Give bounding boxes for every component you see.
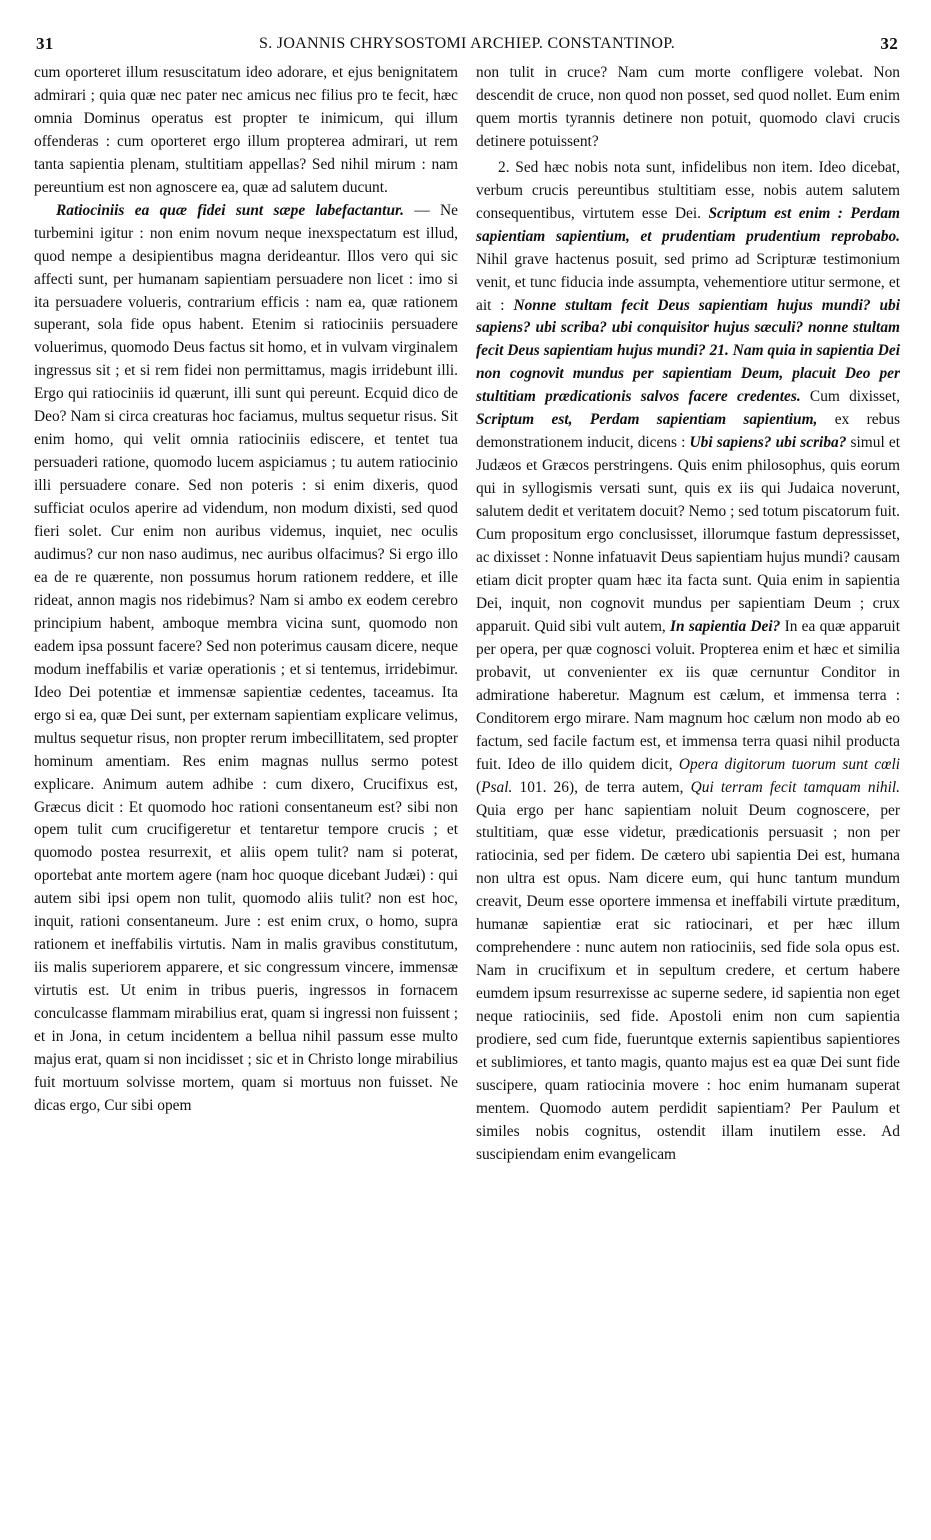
- left-paragraph-2-text: — Ne turbemini igitur : non enim novum neque inexspectatum est illud, quod nempe a desipientibus magna derideantur. Illos vero qui sic affecti sunt, per humanam sapientiam persuadere non licet : imo si ita persuadere volueris, contrarium efficis : nam ea, quæ rationem superant, sola fide opus habent. Etenim si ratiociniis persuadere voluerimus, quomodo Deus factus sit homo, et in vulvam virginalem ingressus sit ; et si rem fidei non permittamus, magis irridebunt illi. Ergo qui ratiociniis id quærunt, illi sunt qui pereunt. Ecquid dico de Deo? Nam si circa creaturas hoc faciamus, multus sequetur risus. Sit enim homo, qui velit omnia ratiociniis ediscere, et tentet tua persuaderi ratione, quomodo lucem aspiciamus ; tu autem ratiocinio illi persuadere conare. Sed non poteris : si enim dixeris, quod sufficiat oculos aperire ad videndum, non modum dixisti, sed quod fieri solet. Cur enim non auribus videmus, inquiet, nec oculis audimus? cur non naso audimus, nec auribus olfacimus? Si ergo illo ea de re quærente, non possumus horum rationem reddere, et ille rideat, annon magis nos ridebimus? Nam si ambo ex eodem cerebro principium habent, amboque membra vicina sunt, quomodo non eadem ipsa possunt facere? Sed non poterimus causam dicere, neque modum ineffabilis et variæ operationis ; et si tentemus, irridebimur. Ideo Dei potentiæ et immensæ sapientiæ cedentes, taceamus. Ita ergo si ea, quæ Dei sunt, per externam sapientiam explicare velimus, multus sequetur risus, non propter rerum imbecillitatem, sed propter hominum amentiam. Res enim magnas nullus sermo potest explicare. Animum autem adhibe : cum dixero, Crucifixus est, Græcus dicit : Et quomodo hoc rationi consentaneum est? sibi non opem tulit cum crucifigeretur et tentaretur tempore crucis ; et quomodo postea resurrexit, et aliis opem tulit? nam si poterat, oportebat ante mortem agere (nam hoc quoque dicebant Judæi) : qui autem sibi ipsi opem non tulit, quomodo aliis tulit? non est hoc, inquit, rationi consentaneum. Jure : est enim crux, o homo, supra rationem et ineffabilis virtutis. Nam in malis gravibus constitutum, iis malis superiorem apparere, et sic congressum vincere, immensæ virtutis est. Ut enim in tribus pueris, ingressos in fornacem conculcasse flammam mirabilius erat, quam si ingressi non fuissent ; et in Jona, in cetum incidentem a bellua nihil passum esse multo majus erat, quam si non incidisset ; sic et in Christo longe mirabilius fuit mortuum solvisse mortem, quam si mortuus non fuisset. Ne dicas ergo, Cur sibi opem: [34, 201, 459, 1114]
- rp2-k: In ea quæ apparuit per opera, per quæ cognosci voluit. Propterea enim et hæc et similia probavit, ut convenienter ex iis quæ cernuntur Conditor in admiratione haberetur. Magnum est cælum, et immensa terra : Conditorem ergo mirare. Nam magnum hoc cælum non modo ab eo factum, sed facile factum est, et immensa terra quasi nihil producta fuit. Ideo de illo quidem dicit,: [476, 617, 900, 773]
- running-title: S. JOANNIS CHRYSOSTOMI ARCHIEP. CONSTANTINOP.: [259, 35, 675, 52]
- section-heading: Ratiociniis ea quæ fidei sunt sæpe labefactantur.: [56, 201, 404, 219]
- right-column: [476, 62, 900, 1167]
- psalm-ref: Psal.: [481, 778, 513, 796]
- rp2-a: 2. Sed hæc nobis nota sunt, infidelibus non item. Ideo dicebat, verbum crucis pereuntibus stultitiam esse, nobis autem salutem consequentibus, virtutem esse Dei.: [476, 158, 900, 222]
- left-paragraph-1: cum oporteret illum resuscitatum ideo adorare, et ejus benignitatem admirari ; quia quæ nec pater nec amicus nec filius pro te fecit, hæc omnia Dominus operatus est propter te inimicum, qui illum offenderas : cum oporteret ergo illum propterea admirari, ut rem tanta sapientia plenam, stultitiam appellas? Sed nihil mirum : nam pereuntium est non agnoscere ea, quæ ad salutem ducunt.: [34, 64, 458, 196]
- scripture-quote-6: Opera digitorum tuorum sunt cœli: [678, 755, 900, 773]
- page-number-right: 32: [880, 34, 898, 53]
- scripture-quote-4: Ubi sapiens? ubi scriba?: [689, 434, 847, 452]
- text-columns: [34, 62, 900, 1167]
- rp2-i: simul et Judæos et Græcos perstringens. Quis enim philosophus, quis eorum qui in syllogismis versati sunt, quis ex iis qui Judaica noverunt, salutem dedit et veritatem docuit? Nemo ; sed totum piscatorum fuit. Cum propositum ergo conclusisset, illorumque fastum depressisset, ac dixisset : Nonne infatuavit Deus sapientiam hujus mundi? causam etiam dicit propter quam hæc ita facta sunt. Quia enim in sapientia Dei, inquit, non cognovit mundus per sapientiam Deum ; crux apparuit. Quid sibi vult autem,: [476, 434, 900, 635]
- right-paragraph-1: non tulit in cruce? Nam cum morte confligere volebat. Non descendit de cruce, non quod non posset, sed quod nollet. Eum enim quem mortis tyrannis detinere non potuit, quomodo clavi crucis detinere potuissent?: [476, 64, 900, 150]
- running-header: [34, 30, 900, 60]
- page-number-left: 31: [36, 34, 54, 53]
- right-paragraph-2: [476, 157, 900, 1167]
- rp2-g: ex rebus demonstrationem inducit, dicens :: [476, 411, 901, 452]
- scripture-quote-3: Scriptum est, Perdam sapientiam sapientium,: [476, 411, 818, 429]
- scripture-quote-5: In sapientia Dei?: [670, 617, 781, 635]
- left-paragraph-2: [34, 200, 458, 1118]
- scripture-quote-2: Nonne stultam fecit Deus sapientiam hujus mundi? ubi sapiens? ubi scriba? ubi conquisitor hujus sæculi? nonne stultam fecit Deus sapientiam hujus mundi? 21. Nam quia in sapientia Dei non cognovit mundus per sapientiam Deum, placuit Deo per stultitiam prædicationis salvos facere credentes.: [476, 296, 900, 406]
- rp2-q: Quia ergo per hanc sapientiam noluit Deum cognoscere, per stultitiam, quæ esse videtur, prædicationis persuasit ; non per ratiocinia, sed per fidem. De cætero ubi sapientia Dei est, humana non ultra est opus. Nam dicere eum, qui hunc tantum mundum creavit, Deum esse oportere immensa et ineffabili virtute præditum, humanæ sapientiæ erat sic ratiocinari, et per hæc illum comprehendere : nunc autem non ratiociniis, sed fide sola opus est. Nam in crucifixum et in sepultum credere, et certum habere eumdem ipsum resurrexisse ac superne sedere, id sapientia non eget neque ratiociniis, sed fide. Apostoli enim non cum sapientia prodiere, sed cum fide, fueruntque externis sapientibus sapientiores et sublimiores, et tanto magis, quanto majus est ea quæ Dei sunt fide suscipere, quam ratiocinia movere : hoc enim humanam superat mentem. Quomodo autem perdidit sapientiam? Per Paulum et similes nobis cognitus, ostendit illam inutilem esse. Ad suscipiendam enim evangelicam: [476, 801, 900, 1163]
- rp2-o: 101. 26), de terra autem,: [512, 778, 691, 796]
- scripture-quote-7: Qui terram fecit tamquam nihil.: [690, 778, 900, 796]
- rp2-e: Cum dixisset,: [800, 388, 900, 406]
- scripture-quote-1: Scriptum est enim : Perdam sapientiam sapientium, et prudentiam prudentium reprobabo.: [476, 204, 900, 245]
- left-column: [34, 62, 458, 1167]
- rp2-c: Nihil grave hactenus posuit, sed primo ad Scripturæ testimonium venit, et tunc fiducia inde assumpta, vehementiore utitur sermone, et ait :: [476, 250, 900, 314]
- rp2-m: (: [476, 778, 482, 796]
